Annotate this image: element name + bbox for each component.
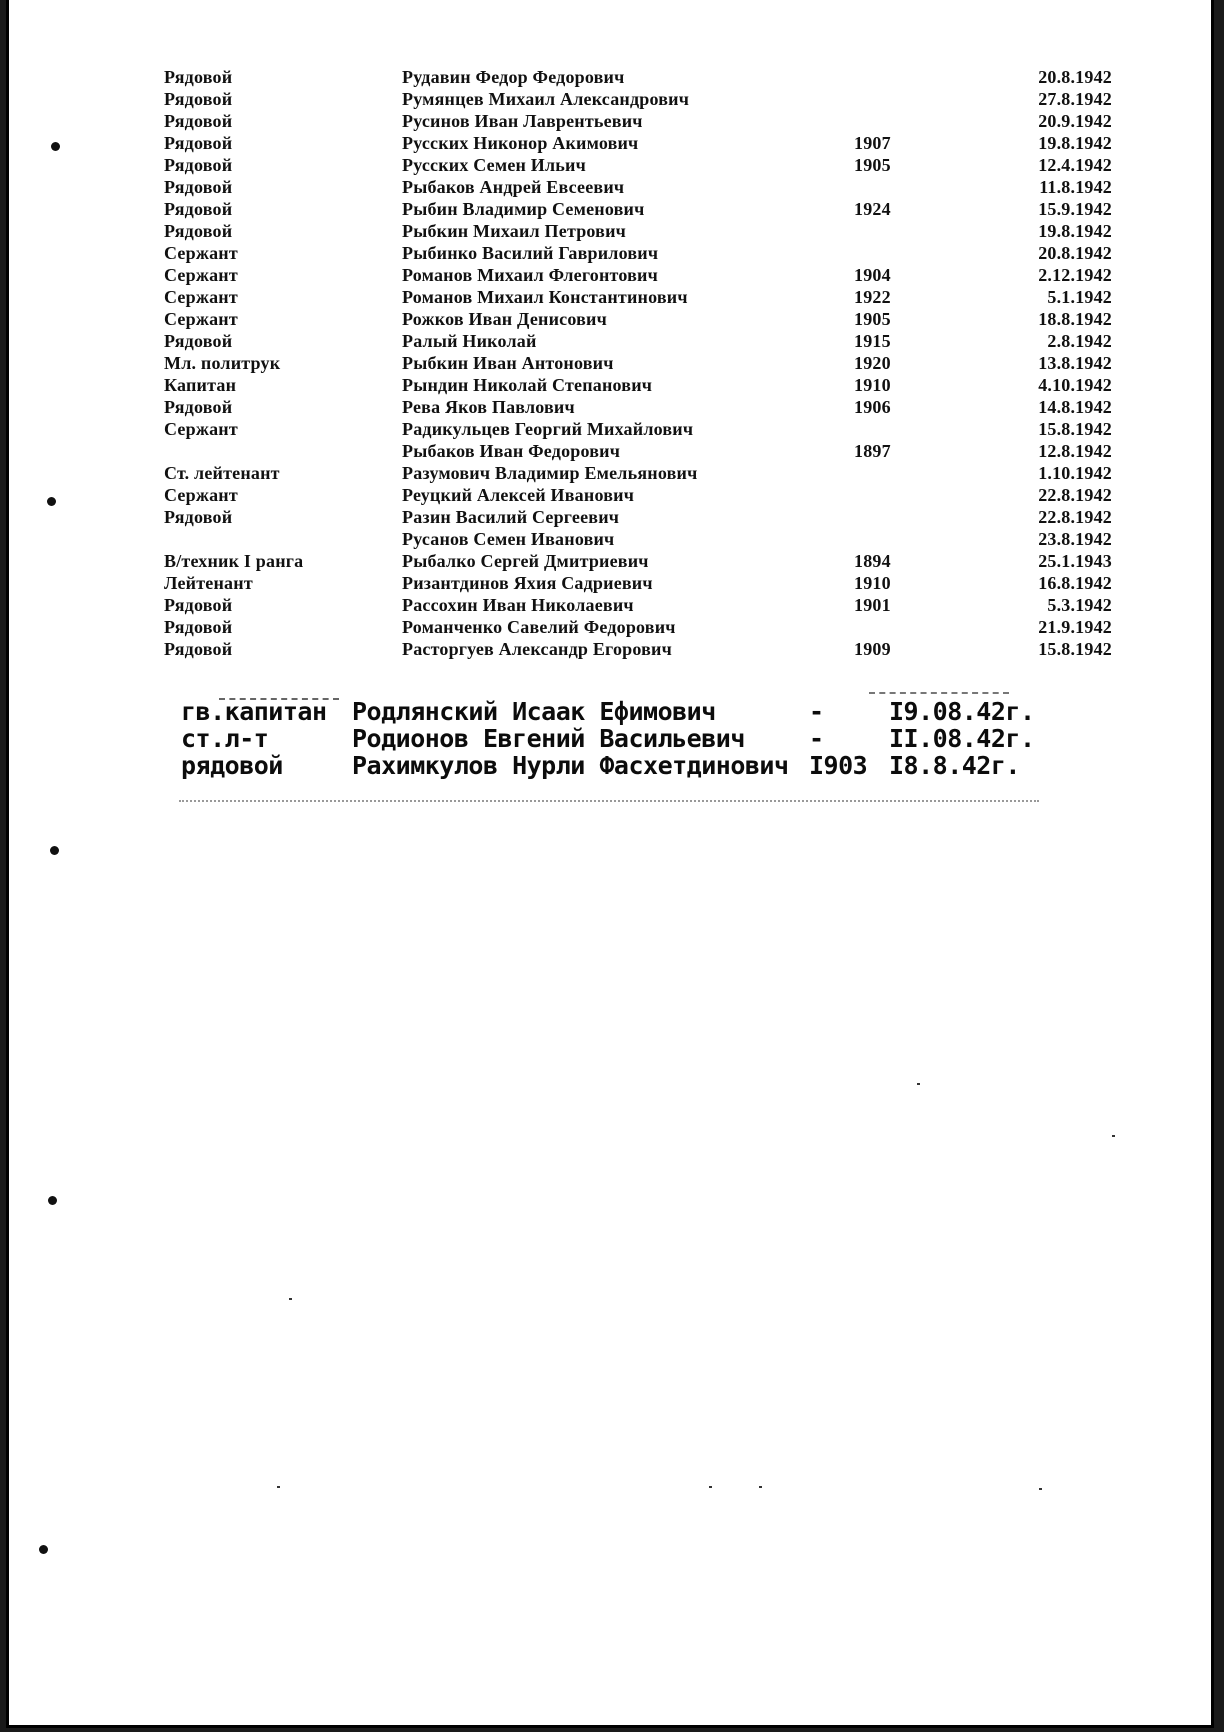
name-cell: Расторгуев Александр Егорович <box>402 639 672 659</box>
date-cell: 15.9.1942 <box>1038 199 1112 219</box>
list-row <box>9 550 1211 572</box>
typed-year: - <box>809 724 824 753</box>
date-cell: 12.4.1942 <box>1038 155 1112 175</box>
name-cell: Реуцкий Алексей Иванович <box>402 485 635 505</box>
rank-cell: Сержант <box>164 243 238 263</box>
date-cell: 4.10.1942 <box>1038 375 1112 395</box>
rank-cell: Сержант <box>164 287 238 307</box>
document-page <box>6 0 1214 1728</box>
list-row <box>9 462 1211 484</box>
date-cell: 2.8.1942 <box>1047 331 1112 351</box>
date-cell: 15.8.1942 <box>1038 419 1112 439</box>
list-row <box>9 154 1211 176</box>
typed-name: Родионов Евгений Васильевич <box>352 724 745 753</box>
year-cell: 1905 <box>854 309 891 329</box>
date-cell: 19.8.1942 <box>1038 133 1112 153</box>
scan-speck <box>709 1486 712 1488</box>
date-cell: 20.9.1942 <box>1038 111 1112 131</box>
scan-noise-line <box>869 692 1009 694</box>
rank-cell: Рядовой <box>164 331 233 351</box>
rank-cell: Рядовой <box>164 397 233 417</box>
name-cell: Радикульцев Георгий Михайлович <box>402 419 694 439</box>
rank-cell: Рядовой <box>164 639 233 659</box>
list-row <box>9 242 1211 264</box>
name-cell: Румянцев Михаил Александрович <box>402 89 690 109</box>
rank-cell: Рядовой <box>164 133 233 153</box>
name-cell: Романов Михаил Константинович <box>402 287 688 307</box>
year-cell: 1910 <box>854 573 891 593</box>
year-cell: 1920 <box>854 353 891 373</box>
rank-cell: В/техник I ранга <box>164 551 304 571</box>
year-cell: 1904 <box>854 265 891 285</box>
list-row <box>9 352 1211 374</box>
year-cell: 1924 <box>854 199 891 219</box>
list-row <box>9 88 1211 110</box>
typed-date: II.08.42г. <box>889 724 1035 753</box>
typed-name: Родлянский Исаак Ефимович <box>352 697 716 726</box>
date-cell: 13.8.1942 <box>1038 353 1112 373</box>
scan-speck <box>1112 1135 1115 1137</box>
typed-date: I9.08.42г. <box>889 697 1035 726</box>
punch-hole-mark <box>47 497 56 506</box>
year-cell: 1922 <box>854 287 891 307</box>
date-cell: 5.3.1942 <box>1047 595 1112 615</box>
list-row <box>9 110 1211 132</box>
list-row <box>9 198 1211 220</box>
name-cell: Ралый Николай <box>402 331 537 351</box>
list-row <box>9 308 1211 330</box>
rank-cell: Рядовой <box>164 67 233 87</box>
rank-cell: Рядовой <box>164 89 233 109</box>
name-cell: Рыбкин Михаил Петрович <box>402 221 627 241</box>
scan-speck <box>289 1298 292 1300</box>
name-cell: Русских Семен Ильич <box>402 155 586 175</box>
casualty-list <box>9 66 1211 660</box>
list-row <box>9 220 1211 242</box>
scan-speck <box>1039 1488 1042 1490</box>
typed-name: Рахимкулов Нурли Фасхетдинович <box>352 751 789 780</box>
name-cell: Рудавин Федор Федорович <box>402 67 625 87</box>
year-cell: 1906 <box>854 397 891 417</box>
rank-cell: Сержант <box>164 309 238 329</box>
scan-speck <box>917 1083 920 1085</box>
typewritten-addendum <box>9 698 1211 779</box>
typed-date: I8.8.42г. <box>889 751 1020 780</box>
rank-cell: Рядовой <box>164 595 233 615</box>
list-row <box>9 440 1211 462</box>
list-row <box>9 330 1211 352</box>
date-cell: 2.12.1942 <box>1038 265 1112 285</box>
list-row <box>9 638 1211 660</box>
rank-cell: Рядовой <box>164 221 233 241</box>
date-cell: 19.8.1942 <box>1038 221 1112 241</box>
name-cell: Рыбаков Андрей Евсеевич <box>402 177 625 197</box>
rank-cell: Капитан <box>164 375 237 395</box>
rank-cell: Рядовой <box>164 507 233 527</box>
list-row <box>9 374 1211 396</box>
list-row <box>9 66 1211 88</box>
year-cell: 1901 <box>854 595 891 615</box>
rank-cell: Сержант <box>164 419 238 439</box>
rank-cell: Рядовой <box>164 111 233 131</box>
name-cell: Романов Михаил Флегонтович <box>402 265 658 285</box>
date-cell: 23.8.1942 <box>1038 529 1112 549</box>
list-row <box>9 484 1211 506</box>
year-cell: 1915 <box>854 331 891 351</box>
list-row <box>9 572 1211 594</box>
name-cell: Рындин Николай Степанович <box>402 375 653 395</box>
date-cell: 15.8.1942 <box>1038 639 1112 659</box>
punch-hole-mark <box>50 846 59 855</box>
typed-rank: рядовой <box>181 751 283 780</box>
list-row <box>9 396 1211 418</box>
date-cell: 20.8.1942 <box>1038 67 1112 87</box>
rank-cell: Рядовой <box>164 155 233 175</box>
date-cell: 1.10.1942 <box>1038 463 1112 483</box>
list-row <box>9 616 1211 638</box>
name-cell: Русских Никонор Акимович <box>402 133 639 153</box>
name-cell: Русинов Иван Лаврентьевич <box>402 111 643 131</box>
name-cell: Рыбкин Иван Антонович <box>402 353 614 373</box>
list-row <box>9 528 1211 550</box>
year-cell: 1905 <box>854 155 891 175</box>
typed-row <box>9 752 1211 779</box>
date-cell: 22.8.1942 <box>1038 507 1112 527</box>
list-row <box>9 286 1211 308</box>
typed-row <box>9 698 1211 725</box>
name-cell: Рассохин Иван Николаевич <box>402 595 634 615</box>
rank-cell: Рядовой <box>164 177 233 197</box>
list-row <box>9 176 1211 198</box>
scan-speck <box>277 1486 280 1488</box>
rank-cell: Мл. политрук <box>164 353 281 373</box>
year-cell: 1910 <box>854 375 891 395</box>
punch-hole-mark <box>39 1545 48 1554</box>
list-row <box>9 264 1211 286</box>
typed-rank: ст.л-т <box>181 724 269 753</box>
name-cell: Разин Василий Сергеевич <box>402 507 620 527</box>
date-cell: 18.8.1942 <box>1038 309 1112 329</box>
date-cell: 14.8.1942 <box>1038 397 1112 417</box>
name-cell: Рева Яков Павлович <box>402 397 575 417</box>
list-row <box>9 132 1211 154</box>
typed-row <box>9 725 1211 752</box>
punch-hole-mark <box>48 1196 57 1205</box>
typed-year: I903 <box>809 751 868 780</box>
date-cell: 11.8.1942 <box>1039 177 1112 197</box>
name-cell: Рыбаков Иван Федорович <box>402 441 621 461</box>
date-cell: 5.1.1942 <box>1047 287 1112 307</box>
rank-cell: Сержант <box>164 485 238 505</box>
rank-cell: Рядовой <box>164 199 233 219</box>
date-cell: 16.8.1942 <box>1038 573 1112 593</box>
rank-cell: Лейтенант <box>164 573 253 593</box>
date-cell: 20.8.1942 <box>1038 243 1112 263</box>
date-cell: 12.8.1942 <box>1038 441 1112 461</box>
year-cell: 1909 <box>854 639 891 659</box>
year-cell: 1894 <box>854 551 891 571</box>
name-cell: Ризантдинов Яхия Садриевич <box>402 573 653 593</box>
list-row <box>9 506 1211 528</box>
name-cell: Рожков Иван Денисович <box>402 309 607 329</box>
rank-cell: Рядовой <box>164 617 233 637</box>
name-cell: Рыбин Владимир Семенович <box>402 199 645 219</box>
name-cell: Рыбинко Василий Гаврилович <box>402 243 659 263</box>
year-cell: 1897 <box>854 441 891 461</box>
date-cell: 22.8.1942 <box>1038 485 1112 505</box>
date-cell: 21.9.1942 <box>1038 617 1112 637</box>
list-row <box>9 594 1211 616</box>
date-cell: 27.8.1942 <box>1038 89 1112 109</box>
date-cell: 25.1.1943 <box>1038 551 1112 571</box>
name-cell: Русанов Семен Иванович <box>402 529 615 549</box>
scan-noise-line <box>179 800 1039 802</box>
punch-hole-mark <box>51 142 60 151</box>
year-cell: 1907 <box>854 133 891 153</box>
rank-cell: Ст. лейтенант <box>164 463 280 483</box>
name-cell: Разумович Владимир Емельянович <box>402 463 698 483</box>
list-row <box>9 418 1211 440</box>
typed-year: - <box>809 697 824 726</box>
scan-speck <box>759 1486 762 1488</box>
rank-cell: Сержант <box>164 265 238 285</box>
name-cell: Рыбалко Сергей Дмитриевич <box>402 551 649 571</box>
name-cell: Романченко Савелий Федорович <box>402 617 676 637</box>
typed-rank: гв.капитан <box>181 697 327 726</box>
